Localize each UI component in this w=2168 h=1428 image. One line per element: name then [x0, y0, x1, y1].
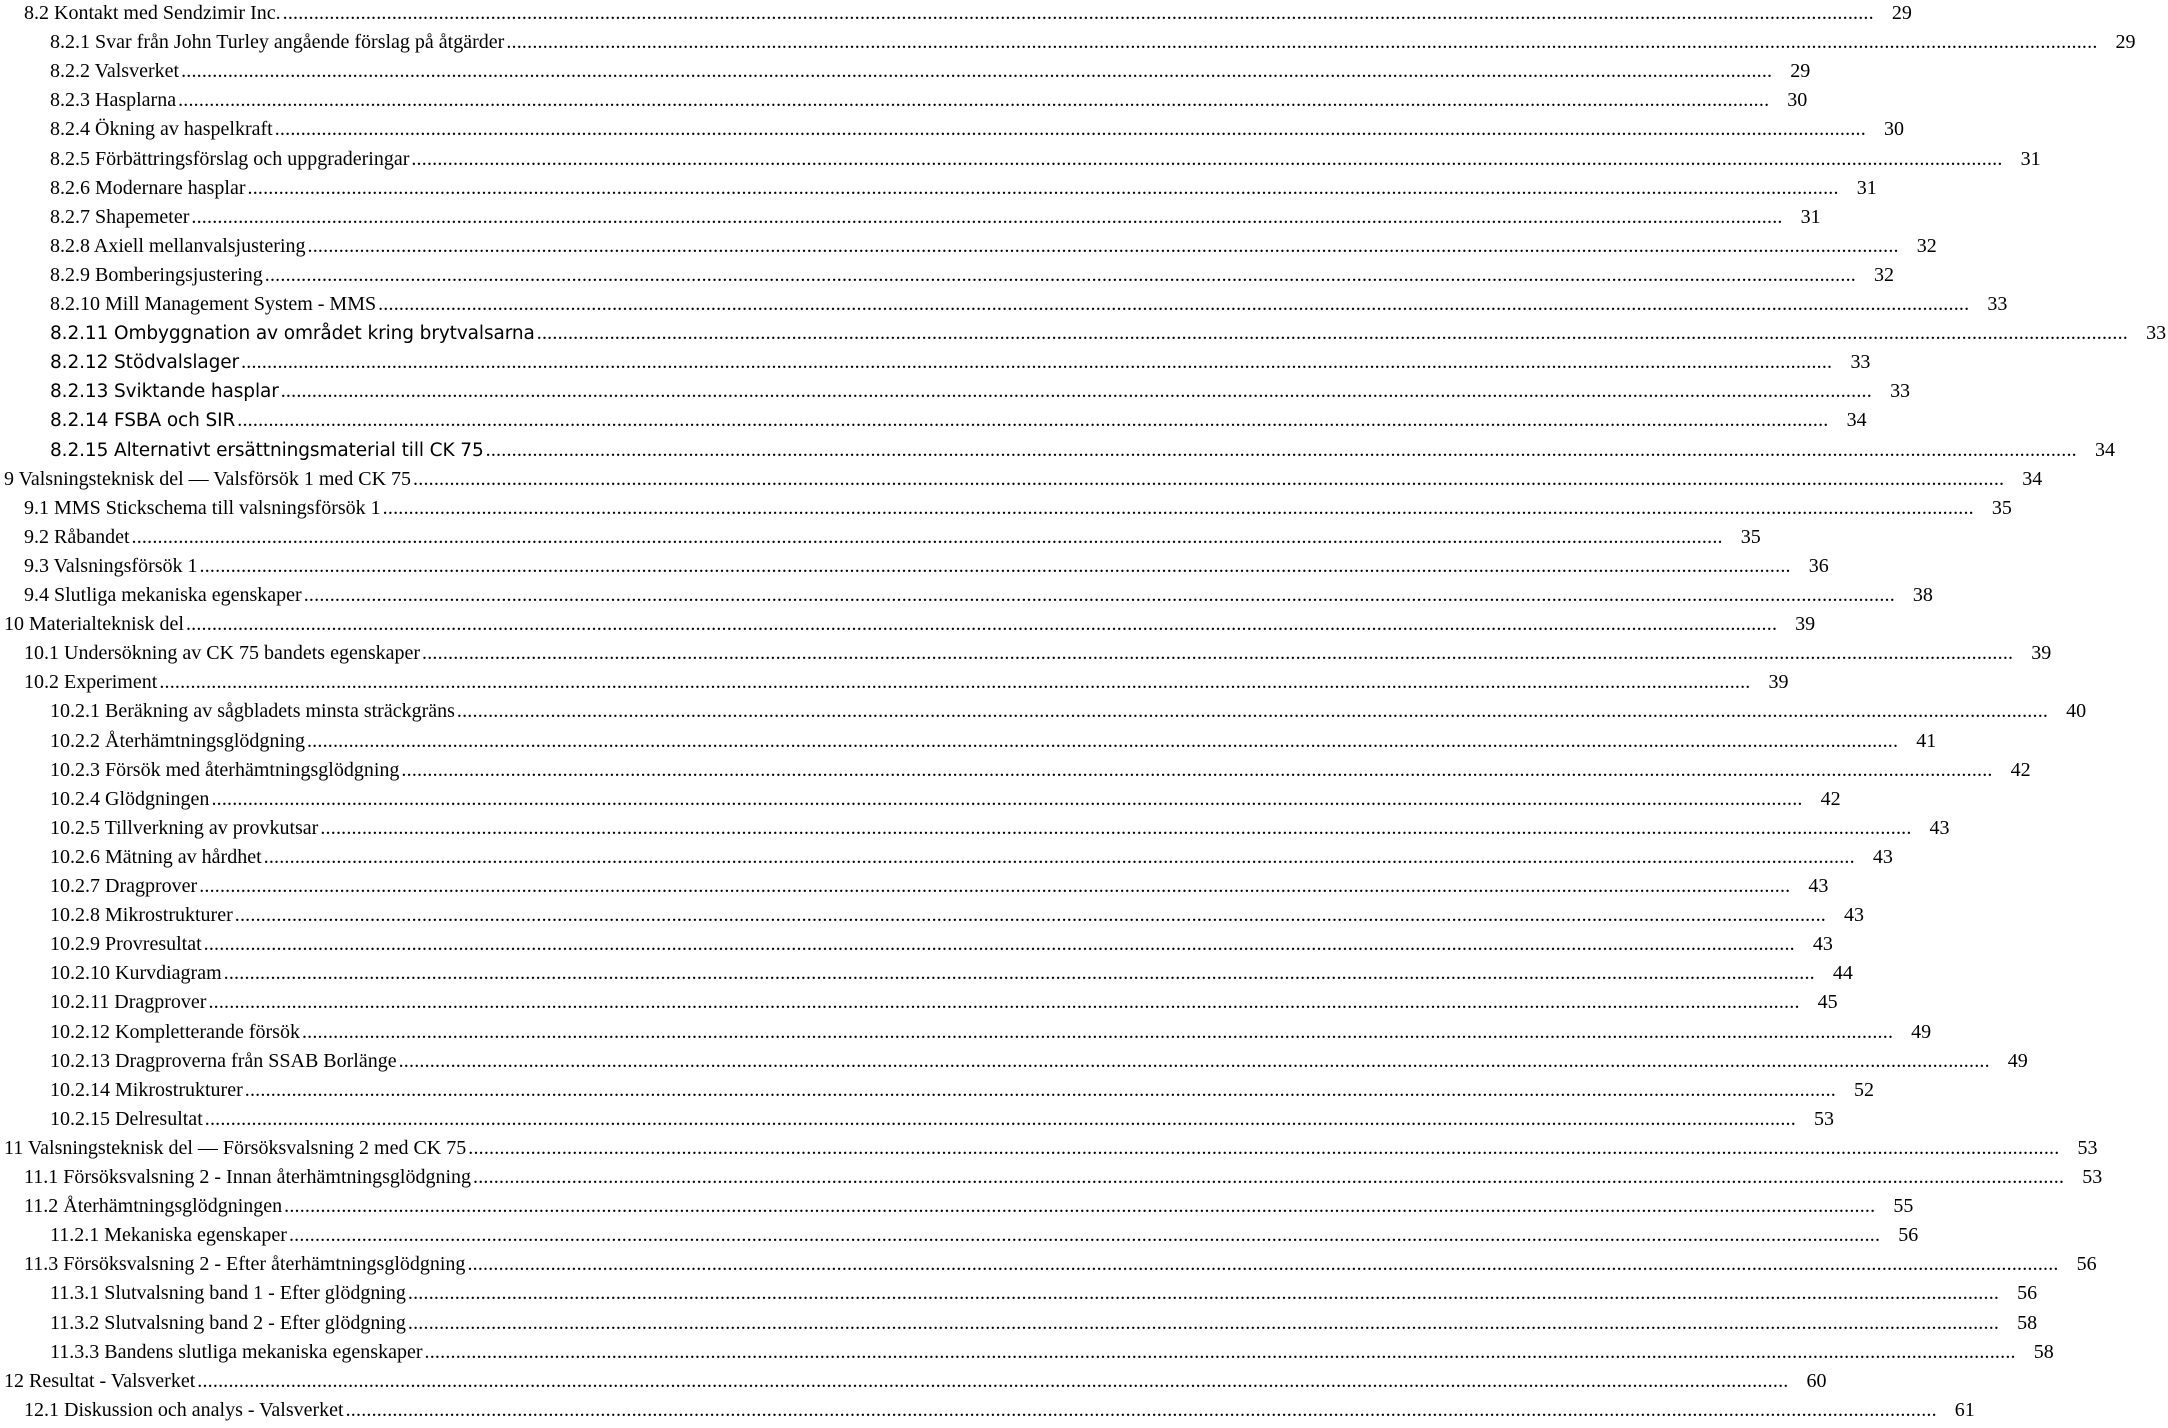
toc-entry-text: Resultat - Valsverket [29, 1369, 196, 1392]
toc-entry-number: 8.2.10 [50, 293, 100, 315]
toc-entry-number: 10.2.8 [50, 904, 100, 927]
toc-entry-title [4, 465, 413, 494]
toc-entry-title [50, 1338, 425, 1367]
toc-entry-page: 56 [1898, 1224, 1919, 1247]
toc-entry-title [50, 1221, 289, 1250]
toc-entry-title [50, 1105, 205, 1134]
toc-entry-number: 9.4 [24, 584, 49, 606]
toc-entry-number: 8.2 [24, 2, 49, 24]
toc-entry-text: Valsningsteknisk del — Valsförsök 1 med CK 75 [18, 467, 412, 490]
toc-entry-page: 29 [2115, 31, 2136, 54]
toc-entry[interactable] [0, 1047, 2028, 1076]
toc-entry[interactable] [0, 1396, 1975, 1425]
toc-entry[interactable] [0, 1338, 2054, 1367]
dot-leader [413, 465, 2004, 494]
toc-entry-text: Hasplarna [95, 89, 177, 112]
toc-entry-number: 10.2.11 [50, 991, 110, 1014]
toc-entry-text: Försök med återhämtningsglödgning [105, 758, 400, 781]
toc-entry-page: 33 [2146, 322, 2166, 345]
toc-entry-page: 38 [1912, 584, 1933, 606]
toc-entry-text: Mätning av hårdhet [105, 845, 262, 868]
toc-entry-title [50, 348, 241, 377]
toc-entry-number: 11.3.1 [50, 1282, 100, 1305]
dot-leader [304, 581, 1895, 610]
dot-leader [308, 232, 1899, 261]
toc-entry-page: 34 [2095, 438, 2115, 461]
toc-entry-title [50, 232, 308, 261]
toc-entry-number: 12 [4, 1369, 24, 1392]
toc-entry[interactable] [0, 1076, 1874, 1105]
toc-entry-text: Bomberingsjustering [95, 263, 263, 286]
dot-leader [265, 261, 1856, 290]
toc-entry-number: 10.2.5 [50, 816, 100, 839]
toc-entry-title [50, 28, 506, 57]
toc-entry-title [24, 1192, 284, 1221]
toc-entry-page: 31 [1856, 176, 1877, 199]
toc-entry-title [50, 930, 204, 959]
toc-entry[interactable] [0, 115, 1904, 144]
toc-entry[interactable] [0, 988, 1838, 1017]
toc-entry-title [50, 57, 181, 86]
toc-entry[interactable] [0, 901, 1864, 930]
toc-entry-page: 56 [2017, 1282, 2038, 1305]
dot-leader [457, 697, 2048, 726]
toc-entry-text: Shapemeter [95, 205, 190, 228]
toc-entry-page: 52 [1853, 1078, 1874, 1101]
toc-entry-number: 10 [4, 613, 24, 636]
dot-leader [473, 1163, 2064, 1192]
toc-entry-page: 60 [1806, 1369, 1827, 1392]
toc-entry-page: 45 [1817, 991, 1838, 1014]
dot-leader [205, 1105, 1796, 1134]
toc-entry-text: Kurvdiagram [115, 962, 222, 985]
dot-leader [425, 1338, 2016, 1367]
dot-leader [401, 756, 1992, 785]
toc-entry[interactable] [0, 872, 1829, 901]
toc-entry-text: FSBA och SIR [114, 410, 236, 432]
toc-entry-title [50, 727, 307, 756]
toc-entry-number: 9.3 [24, 554, 49, 577]
dot-leader [506, 28, 2097, 57]
toc-entry-text: Kontakt med Sendzimir Inc. [54, 2, 281, 24]
toc-entry-number: 8.2.7 [50, 205, 90, 228]
dot-leader [186, 610, 1777, 639]
toc-entry-text: Dragproverna från SSAB Borlänge [115, 1049, 397, 1072]
toc-entry[interactable] [0, 581, 1933, 610]
toc-entry[interactable] [0, 1279, 2038, 1308]
dot-leader [408, 1279, 1999, 1308]
toc-entry-page: 53 [2082, 1166, 2103, 1188]
dot-leader [197, 1367, 1788, 1396]
toc-entry-text: Experiment [64, 671, 158, 694]
toc-entry-title [50, 1309, 408, 1338]
toc-entry-title [50, 1018, 302, 1047]
toc-entry-title [50, 406, 237, 435]
toc-entry-text: Glödgningen [105, 787, 210, 810]
toc-entry-text: Stödvalslager [114, 352, 240, 374]
toc-entry-page: 33 [1890, 380, 1910, 403]
toc-entry-title [50, 814, 320, 843]
toc-entry[interactable] [0, 639, 2052, 668]
toc-entry-number: 11 [4, 1136, 24, 1159]
toc-entry-text: Diskussion och analys - Valsverket [64, 1398, 344, 1421]
toc-entry-title [50, 115, 275, 144]
toc-entry-page: 33 [1850, 351, 1871, 374]
dot-leader [204, 930, 1795, 959]
toc-entry-title [24, 1396, 346, 1425]
toc-entry-text: Beräkning av sågbladets minsta sträckgräns [105, 700, 455, 723]
toc-entry-number: 10.2.1 [50, 700, 100, 723]
toc-entry-page: 30 [1883, 118, 1904, 141]
toc-entry-number: 11.3.2 [50, 1311, 100, 1334]
toc-entry-number: 10.2.15 [50, 1107, 110, 1130]
dot-leader [302, 1018, 1893, 1047]
toc-entry-page: 31 [2020, 147, 2041, 170]
toc-entry-page: 56 [2076, 1253, 2097, 1276]
toc-entry[interactable] [0, 1105, 1834, 1134]
dot-leader [408, 1309, 1999, 1338]
toc-entry-text: Provresultat [105, 933, 202, 956]
toc-entry-title [24, 581, 304, 610]
dot-leader [537, 319, 2128, 348]
toc-entry-page: 53 [2077, 1136, 2098, 1159]
toc-entry-number: 11.2.1 [50, 1224, 100, 1247]
dot-leader [132, 523, 1723, 552]
toc-entry-title [24, 0, 283, 28]
toc-entry-number: 10.2.14 [50, 1078, 110, 1101]
toc-entry-number: 8.2.15 [50, 439, 109, 461]
toc-entry-number: 10.2.10 [50, 962, 110, 985]
toc-entry-number: 10.2.4 [50, 787, 100, 810]
toc-entry-title [50, 785, 211, 814]
toc-entry-text: Tillverkning av provkutsar [104, 816, 319, 839]
toc-entry[interactable] [0, 86, 1808, 115]
toc-entry-number: 8.2.5 [50, 147, 90, 170]
toc-entry-page: 39 [1795, 613, 1816, 636]
toc-entry-text: Svar från John Turley angående förslag på åtgärder [95, 31, 505, 54]
toc-entry-title [50, 203, 191, 232]
dot-leader [191, 203, 1782, 232]
toc-entry-number: 9 [4, 467, 14, 490]
toc-entry[interactable] [0, 406, 1867, 435]
toc-entry-text: MMS Stickschema till valsningsförsök 1 [54, 496, 381, 519]
toc-entry-page: 43 [1929, 816, 1950, 839]
toc-entry-text: Förbättringsförslag och uppgraderingar [95, 147, 410, 170]
toc-entry[interactable] [0, 697, 2087, 726]
dot-leader [275, 115, 1866, 144]
dot-leader [486, 436, 2077, 465]
toc-entry[interactable] [0, 494, 2012, 523]
toc-entry-page: 31 [1800, 205, 1821, 228]
toc-entry-number: 10.2.9 [50, 933, 100, 956]
toc-entry[interactable] [0, 232, 1937, 261]
toc-entry[interactable] [0, 1018, 1932, 1047]
toc-entry-text: Mill Management System - MMS [105, 293, 377, 315]
toc-entry-number: 10.2 [24, 671, 59, 694]
toc-entry-page: 35 [1740, 525, 1761, 548]
toc-entry-title [50, 261, 265, 290]
toc-entry-number: 11.3 [24, 1253, 59, 1276]
toc-entry-number: 10.2.2 [50, 729, 100, 752]
dot-leader [346, 1396, 1937, 1425]
dot-leader [181, 57, 1772, 86]
toc-entry[interactable] [0, 959, 1853, 988]
toc-entry-text: Valsverket [94, 60, 180, 83]
toc-entry[interactable] [0, 785, 1841, 814]
toc-entry-title [50, 174, 248, 203]
toc-entry[interactable] [0, 0, 1912, 28]
toc-entry[interactable] [0, 348, 1871, 377]
toc-entry-text: Återhämtningsglödgning [105, 729, 305, 752]
toc-entry-page: 58 [2033, 1340, 2054, 1363]
toc-entry-number: 9.2 [24, 525, 49, 548]
toc-entry[interactable] [0, 930, 1833, 959]
toc-entry-text: Delresultat [115, 1107, 203, 1130]
toc-entry-text: Materialteknisk del [29, 613, 184, 636]
toc-entry-text: Slutvalsning band 2 - Efter glödgning [104, 1311, 406, 1334]
toc-entry-title [50, 872, 199, 901]
dot-leader [211, 785, 1802, 814]
toc-entry-page: 39 [2031, 642, 2052, 665]
toc-entry-title [50, 377, 281, 406]
toc-entry-title [4, 610, 186, 639]
toc-entry-number: 10.2.3 [50, 758, 100, 781]
dot-leader [200, 552, 1791, 581]
toc-entry-page: 34 [2022, 467, 2043, 490]
toc-entry-title [50, 988, 208, 1017]
toc-entry-page: 39 [1768, 671, 1789, 694]
toc-entry-title [50, 145, 411, 174]
toc-entry-page: 61 [1954, 1398, 1975, 1421]
toc-entry-number: 8.2.13 [50, 381, 109, 403]
toc-entry-text: Alternativt ersättningsmaterial till CK 75 [114, 439, 484, 461]
toc-entry-title [24, 1163, 473, 1192]
toc-entry-page: 40 [2066, 700, 2087, 723]
toc-entry-number: 8.2.14 [50, 410, 109, 432]
toc-entry[interactable] [0, 28, 2136, 57]
dot-leader [411, 145, 2002, 174]
toc-entry-page: 55 [1893, 1195, 1914, 1218]
toc-entry-number: 8.2.3 [50, 89, 90, 112]
dot-leader [178, 86, 1769, 115]
toc-entry-page: 43 [1812, 933, 1833, 956]
toc-entry[interactable] [0, 1221, 1919, 1250]
toc-entry-text: Försöksvalsning 2 - Efter återhämtningsglödgning [63, 1253, 466, 1276]
dot-leader [159, 668, 1750, 697]
toc-entry[interactable] [0, 668, 1789, 697]
dot-leader [237, 406, 1828, 435]
dot-leader [289, 1221, 1880, 1250]
toc-entry-number: 12.1 [24, 1398, 59, 1421]
toc-entry-number: 10.1 [24, 642, 59, 665]
toc-entry[interactable] [0, 145, 2041, 174]
toc-entry-text: Försöksvalsning 2 - Innan återhämtningsglödgning [63, 1166, 471, 1188]
toc-entry-text: Modernare hasplar [95, 176, 246, 199]
dot-leader [281, 377, 1872, 406]
toc-entry-number: 11.2 [24, 1195, 59, 1218]
toc-entry[interactable] [0, 1163, 2103, 1192]
toc-entry[interactable] [0, 727, 1937, 756]
dot-leader [235, 901, 1826, 930]
dot-leader [307, 727, 1898, 756]
dot-leader [468, 1134, 2059, 1163]
dot-leader [422, 639, 2013, 668]
toc-entry-page: 32 [1916, 234, 1937, 257]
toc-entry-text: Valsningsförsök 1 [53, 554, 198, 577]
toc-entry-number: 10.2.6 [50, 845, 100, 868]
toc-entry[interactable] [0, 174, 1877, 203]
toc-entry[interactable] [0, 756, 2031, 785]
toc-entry-number: 8.2.6 [50, 176, 90, 199]
toc-entry[interactable] [0, 290, 2008, 319]
toc-entry-text: Dragprover [105, 875, 198, 897]
toc-entry-number: 8.2.4 [50, 118, 90, 141]
toc-entry[interactable] [0, 465, 2043, 494]
dot-leader [467, 1250, 2058, 1279]
toc-entry[interactable] [0, 1250, 2097, 1279]
toc-entry[interactable] [0, 1367, 1827, 1396]
toc-entry-number: 8.2.12 [50, 352, 109, 374]
toc-entry-page: 42 [2010, 758, 2031, 781]
toc-entry[interactable] [0, 319, 2166, 348]
toc-entry-text: Sviktande hasplar [114, 381, 279, 403]
toc-entry-title [24, 523, 132, 552]
toc-entry-page: 35 [1991, 496, 2012, 519]
toc-entry-page: 43 [1872, 845, 1893, 868]
toc-entry-page: 42 [1820, 787, 1841, 810]
toc-entry-number: 8.2.9 [50, 263, 90, 286]
toc-entry-number: 11.1 [24, 1166, 59, 1188]
toc-entry-text: Dragprover [114, 991, 207, 1014]
toc-entry[interactable] [0, 377, 1910, 406]
toc-entry-text: Kompletterande försök [115, 1020, 300, 1043]
dot-leader [283, 0, 1874, 28]
toc-entry-page: 30 [1787, 89, 1808, 112]
toc-entry[interactable] [0, 436, 2115, 465]
dot-leader [224, 959, 1815, 988]
toc-entry[interactable] [0, 57, 1811, 86]
toc-entry[interactable] [0, 1192, 1914, 1221]
toc-entry[interactable] [0, 523, 1761, 552]
toc-entry[interactable] [0, 843, 1893, 872]
toc-entry-page: 53 [1813, 1107, 1834, 1130]
toc-entry-number: 10.2.12 [50, 1020, 110, 1043]
toc-entry-title [50, 86, 178, 115]
toc-entry-page: 43 [1808, 875, 1829, 897]
dot-leader [248, 174, 1839, 203]
toc-entry-page: 36 [1808, 554, 1829, 577]
toc-entry-number: 10.2.13 [50, 1049, 110, 1072]
toc-entry[interactable] [0, 552, 1829, 581]
toc-entry-number: 8.2.1 [50, 31, 90, 54]
toc-entry-text: Slutliga mekaniska egenskaper [54, 584, 302, 606]
toc-entry-title [50, 1076, 245, 1105]
toc-entry-title [24, 668, 159, 697]
dot-leader [383, 494, 1974, 523]
toc-entry-page: 43 [1843, 904, 1864, 927]
toc-entry-text: Slutvalsning band 1 - Efter glödgning [104, 1282, 406, 1305]
toc-entry-title [24, 1250, 467, 1279]
toc-entry-title [50, 756, 401, 785]
toc-entry-text: Mekaniska egenskaper [104, 1224, 287, 1247]
toc-entry-title [24, 639, 422, 668]
toc-entry-title [24, 494, 383, 523]
toc-entry-number: 10.2.7 [50, 875, 100, 897]
toc-entry-title [50, 843, 264, 872]
toc-entry-title [50, 901, 235, 930]
toc-entry-page: 49 [2007, 1049, 2028, 1072]
toc-entry[interactable] [0, 1309, 2038, 1338]
toc-entry-number: 8.2.8 [50, 234, 90, 257]
dot-leader [208, 988, 1799, 1017]
toc-entry-title [50, 1279, 408, 1308]
toc-entry-text: Råbandet [54, 525, 130, 548]
toc-entry-text: Undersökning av CK 75 bandets egenskaper [64, 642, 421, 665]
toc-entry-page: 41 [1916, 729, 1937, 752]
toc-entry-title [50, 697, 457, 726]
toc-entry-page: 49 [1911, 1020, 1932, 1043]
toc-entry-page: 33 [1987, 293, 2008, 315]
toc-entry-title [24, 552, 200, 581]
toc-entry-number: 8.2.11 [50, 323, 109, 345]
toc-entry[interactable] [0, 814, 1950, 843]
toc-entry-title [4, 1367, 197, 1396]
toc-entry-page: 32 [1873, 263, 1894, 286]
toc-entry-text: Ökning av haspelkraft [95, 118, 273, 141]
dot-leader [320, 814, 1911, 843]
dot-leader [399, 1047, 1990, 1076]
toc-entry-text: Mikrostrukturer [115, 1078, 243, 1101]
toc-entry-text: Valsningsteknisk del — Försöksvalsning 2 med CK 75 [27, 1136, 467, 1159]
toc-entry-page: 34 [1846, 409, 1867, 432]
dot-leader [284, 1192, 1875, 1221]
toc-entry[interactable] [0, 203, 1821, 232]
dot-leader [378, 290, 1969, 319]
toc-entry-title [50, 1047, 399, 1076]
toc-entry-title [4, 1134, 468, 1163]
dot-leader [264, 843, 1855, 872]
toc-entry-text: Ombyggnation av området kring brytvalsarna [114, 323, 535, 345]
toc-entry[interactable] [0, 1134, 2098, 1163]
toc-entry[interactable] [0, 610, 1816, 639]
toc-entry-text: Mikrostrukturer [105, 904, 233, 927]
toc-entry-text: Återhämtningsglödgningen [63, 1195, 283, 1218]
toc-entry-text: Axiell mellanvalsjustering [93, 234, 306, 257]
toc-entry-page: 44 [1832, 962, 1853, 985]
toc-entry-title [50, 436, 486, 465]
toc-entry-page: 29 [1790, 60, 1811, 83]
dot-leader [199, 872, 1790, 901]
toc-entry-number: 8.2.2 [50, 60, 90, 83]
toc-entry-text: Bandens slutliga mekaniska egenskaper [104, 1340, 423, 1363]
toc-entry-title [50, 290, 378, 319]
toc-entry-title [50, 959, 224, 988]
toc-entry-title [50, 319, 537, 348]
toc-entry-page: 29 [1891, 2, 1912, 24]
toc-entry[interactable] [0, 261, 1894, 290]
toc-entry-page: 58 [2017, 1311, 2038, 1334]
toc-entry-number: 11.3.3 [50, 1340, 100, 1363]
toc-entry-number: 9.1 [24, 496, 49, 519]
dot-leader [245, 1076, 1836, 1105]
dot-leader [241, 348, 1832, 377]
